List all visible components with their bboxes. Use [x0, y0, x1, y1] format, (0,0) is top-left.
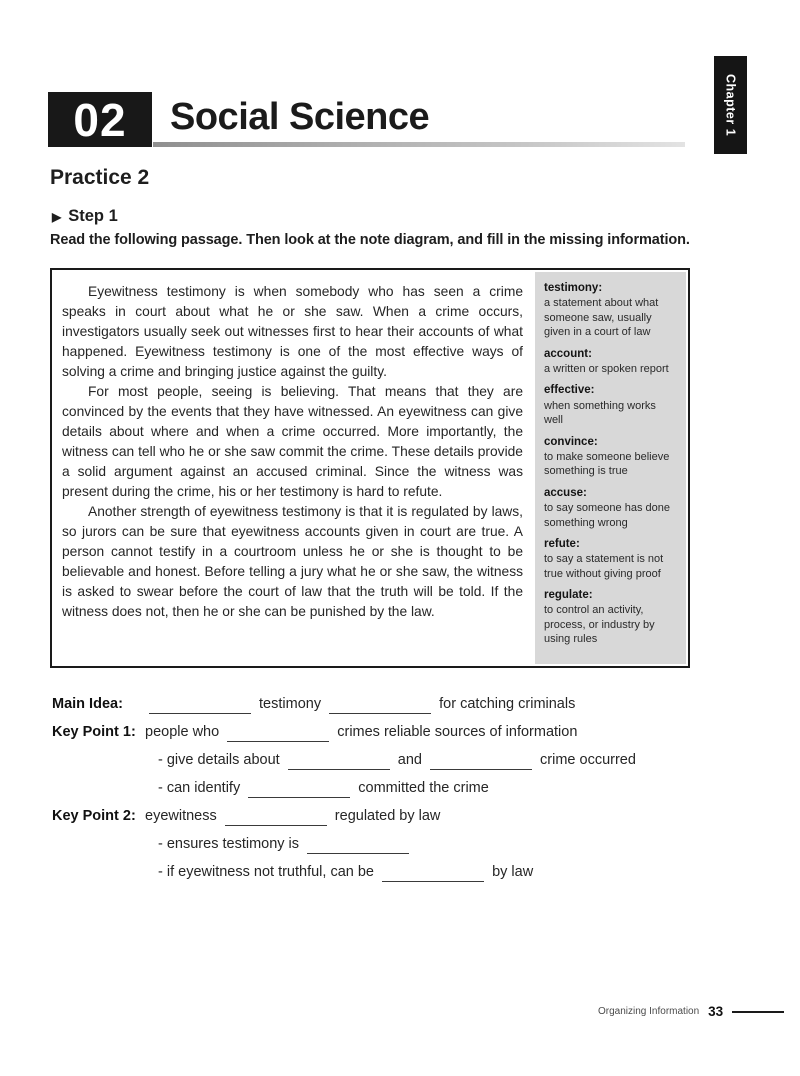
- blank-field[interactable]: [225, 811, 327, 826]
- note-text: crime occurred: [540, 752, 636, 768]
- chapter-tab: [714, 56, 747, 154]
- footer-section-label: Organizing Information: [598, 1006, 700, 1017]
- glossary-definition: a written or spoken report: [544, 362, 669, 375]
- glossary-entry: [544, 383, 677, 427]
- key-point-1-detail-1: [158, 751, 762, 770]
- glossary-definition: a statement about what someone saw, usually given in a court of law: [544, 297, 659, 339]
- passage-text: [52, 270, 533, 666]
- note-diagram: [52, 695, 762, 891]
- instruction-text: Read the following passage. Then look at the note diagram, and fill in the missing information.: [50, 232, 690, 248]
- glossary-term: testimony:: [544, 282, 603, 294]
- glossary-panel: [535, 272, 686, 664]
- blank-field[interactable]: [149, 699, 251, 714]
- glossary-entry: [544, 281, 677, 340]
- glossary-term: regulate:: [544, 589, 593, 602]
- note-text: and: [397, 752, 422, 768]
- key-point-1-detail-2: [158, 779, 762, 798]
- glossary-entry: [544, 537, 677, 581]
- note-text: - ensures testimony is: [158, 836, 300, 852]
- glossary-entry: [544, 588, 677, 647]
- glossary-definition: to control an activity, process, or industry by using rules: [544, 604, 655, 646]
- note-row-key-point-2: [52, 807, 762, 826]
- glossary-entry: [544, 435, 677, 479]
- unit-number-text: 02: [73, 93, 127, 146]
- footer-page-number: 33: [708, 1004, 724, 1019]
- note-text: - can identify: [158, 780, 241, 796]
- note-text: by law: [492, 864, 534, 880]
- passage-paragraph: For most people, seeing is believing. That means that they are convinced by the events that they have witnessed. An eyewitness can give details about where and when a crime occurred. More importantly, the witness can tell who he or she saw commit the crime. These details provide a solid argument against an accused criminal. Since the witness was present during the crime, his or her testimony is hard to refute.: [62, 384, 523, 499]
- note-text: committed the crime: [358, 780, 489, 796]
- blank-field[interactable]: [288, 755, 390, 770]
- footer-rule: [732, 1011, 784, 1013]
- step-label: Step 1: [68, 207, 118, 225]
- key-point-1-label: Key Point 1:: [52, 724, 136, 740]
- practice-title: Practice 2: [50, 166, 150, 189]
- glossary-term: account:: [544, 347, 592, 360]
- note-text: - give details about: [158, 752, 280, 768]
- blank-field[interactable]: [430, 755, 532, 770]
- note-text: - if eyewitness not truthful, can be: [158, 864, 374, 880]
- note-text: testimony: [259, 696, 322, 712]
- blank-field[interactable]: [307, 839, 409, 854]
- page-footer: [598, 1004, 784, 1019]
- chapter-tab-label: Chapter 1: [723, 73, 738, 137]
- note-subrow: [52, 751, 762, 770]
- blank-field[interactable]: [382, 867, 484, 882]
- main-idea-line: [145, 695, 762, 714]
- title-underline-rule: [153, 142, 685, 147]
- glossary-term: convince:: [544, 435, 598, 448]
- note-text: eyewitness: [145, 808, 217, 824]
- glossary-term: effective:: [544, 384, 595, 397]
- blank-field[interactable]: [227, 727, 329, 742]
- key-point-2-detail-1: [158, 835, 762, 854]
- unit-title: Social Science: [170, 96, 430, 138]
- note-text: regulated by law: [334, 808, 441, 824]
- note-subrow: [52, 835, 762, 854]
- note-subrow: [52, 779, 762, 798]
- glossary-definition: to say a statement is not true without giving proof: [544, 553, 664, 580]
- note-text: crimes reliable sources of information: [337, 724, 578, 740]
- passage-box: [50, 268, 690, 668]
- key-point-2-label: Key Point 2:: [52, 808, 136, 824]
- step-heading: [52, 207, 118, 226]
- note-text: for catching criminals: [439, 696, 576, 712]
- blank-field[interactable]: [248, 783, 350, 798]
- note-row-key-point-1: [52, 723, 762, 742]
- key-point-2-line: [145, 807, 762, 826]
- step-arrow-icon: ▶: [52, 209, 62, 224]
- glossary-definition: when something works well: [544, 399, 656, 427]
- key-point-2-detail-2: [158, 863, 762, 882]
- glossary-term: refute:: [544, 538, 580, 551]
- main-idea-label: Main Idea:: [52, 696, 123, 712]
- note-subrow: [52, 863, 762, 882]
- passage-paragraph: Eyewitness testimony is when somebody who has seen a crime speaks in court about what he or she saw. When a crime occurs, investigators usually seek out witnesses first to hear their accounts of what happened. Eyewitness testimony is one of the most effective ways of solving a crime and bringing justice against the guilty.: [62, 284, 523, 379]
- glossary-definition: to say someone has done something wrong: [544, 501, 670, 529]
- unit-number-badge: [48, 92, 152, 147]
- key-point-1-line: [145, 723, 762, 742]
- glossary-entry: [544, 347, 677, 377]
- glossary-entry: [544, 486, 677, 530]
- blank-field[interactable]: [329, 699, 431, 714]
- glossary-definition: to make someone believe something is true: [544, 450, 670, 478]
- note-text: people who: [145, 724, 220, 740]
- note-row-main-idea: [52, 695, 762, 714]
- glossary-term: accuse:: [544, 486, 587, 499]
- passage-paragraph: Another strength of eyewitness testimony is that it is regulated by laws, so jurors can be sure that eyewitness accounts given in court are true. A person cannot testify in a courtroom unless he or she is thought to be believable and honest. Before telling a jury what he or she saw, the witness is asked to swear before the court of law that the truth will be told. If the witness does not, then he or she can be punished by the law.: [62, 504, 523, 619]
